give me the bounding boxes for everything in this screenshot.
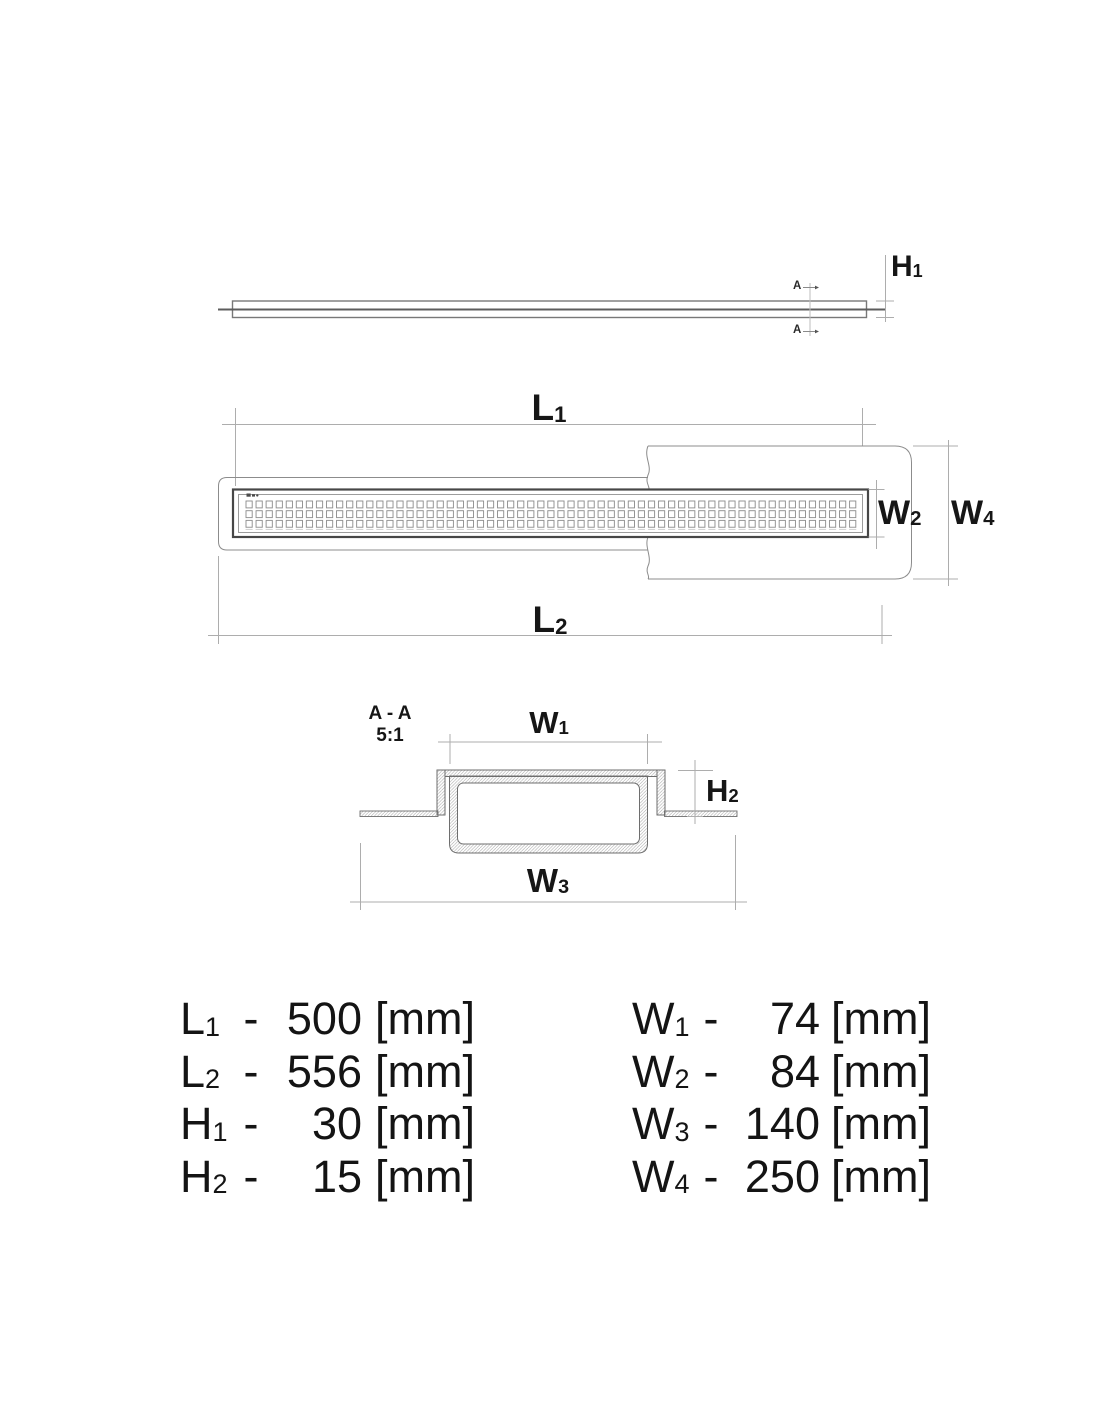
row-label: W2 — [632, 1045, 690, 1097]
row-value: 30 — [311, 1098, 362, 1149]
w3-label: W3 — [526, 862, 570, 899]
row-label: H2 — [180, 1150, 228, 1202]
section-arrow-top — [815, 286, 819, 290]
dimension-table-right — [632, 993, 931, 1206]
row-unit: [mm] — [375, 1045, 475, 1097]
section-upstand-left — [437, 770, 445, 815]
row-label: H1 — [180, 1098, 228, 1149]
row-value: 556 — [286, 1045, 362, 1097]
row-separator: - — [243, 1045, 259, 1097]
w1-label: W1 — [529, 705, 569, 740]
row-value: 500 — [286, 993, 362, 1044]
dimension-table-left — [180, 993, 475, 1206]
row-separator: - — [243, 1150, 259, 1202]
row-separator: - — [703, 1098, 719, 1149]
row-unit: [mm] — [375, 993, 475, 1044]
table-row — [632, 1098, 931, 1154]
row-unit: [mm] — [831, 1045, 931, 1097]
l2-label: L2 — [532, 599, 568, 640]
w4-label: W4 — [951, 494, 995, 532]
table-row — [632, 1045, 931, 1102]
row-separator: - — [703, 1150, 719, 1202]
row-value: 74 — [769, 993, 820, 1044]
grate-perforations — [246, 501, 859, 531]
section-cavity — [458, 783, 640, 844]
w2-label: W2 — [878, 494, 922, 532]
row-unit: [mm] — [831, 1098, 931, 1149]
row-label: W3 — [632, 1098, 690, 1149]
section-title: A - A — [368, 703, 412, 724]
row-label: L2 — [180, 1045, 221, 1097]
row-unit: [mm] — [375, 1098, 475, 1149]
row-value: 15 — [311, 1150, 362, 1202]
section-marker-top: A — [793, 280, 802, 292]
table-row — [180, 1098, 475, 1154]
row-unit: [mm] — [831, 1150, 931, 1202]
section-title-block — [369, 703, 412, 747]
section-flange-left — [360, 811, 438, 817]
row-unit: [mm] — [375, 1150, 475, 1202]
section-top-plate — [445, 770, 657, 777]
row-separator: - — [703, 993, 719, 1044]
h2-label: H2 — [706, 773, 739, 808]
l1-label: L1 — [531, 387, 567, 428]
row-unit: [mm] — [831, 993, 931, 1044]
section-marker-bottom: A — [793, 324, 802, 336]
table-row — [632, 1150, 931, 1207]
table-row — [180, 1150, 475, 1207]
section-upstand-right — [657, 770, 665, 815]
row-label: L1 — [180, 993, 221, 1044]
table-row — [180, 993, 475, 1049]
row-label: W4 — [632, 1150, 690, 1202]
row-value: 84 — [769, 1045, 820, 1097]
row-separator: - — [243, 1098, 259, 1149]
row-separator: - — [703, 1045, 719, 1097]
h1-label: H1 — [891, 250, 923, 283]
section-scale: 5:1 — [376, 725, 404, 746]
row-separator: - — [243, 993, 259, 1044]
section-arrow-bottom — [815, 330, 819, 334]
top-view — [208, 408, 958, 644]
table-row — [632, 993, 931, 1049]
section-flange-right — [665, 811, 738, 817]
row-label: W1 — [632, 993, 690, 1044]
row-value: 250 — [744, 1150, 820, 1202]
table-row — [180, 1045, 475, 1102]
row-value: 140 — [744, 1098, 820, 1149]
